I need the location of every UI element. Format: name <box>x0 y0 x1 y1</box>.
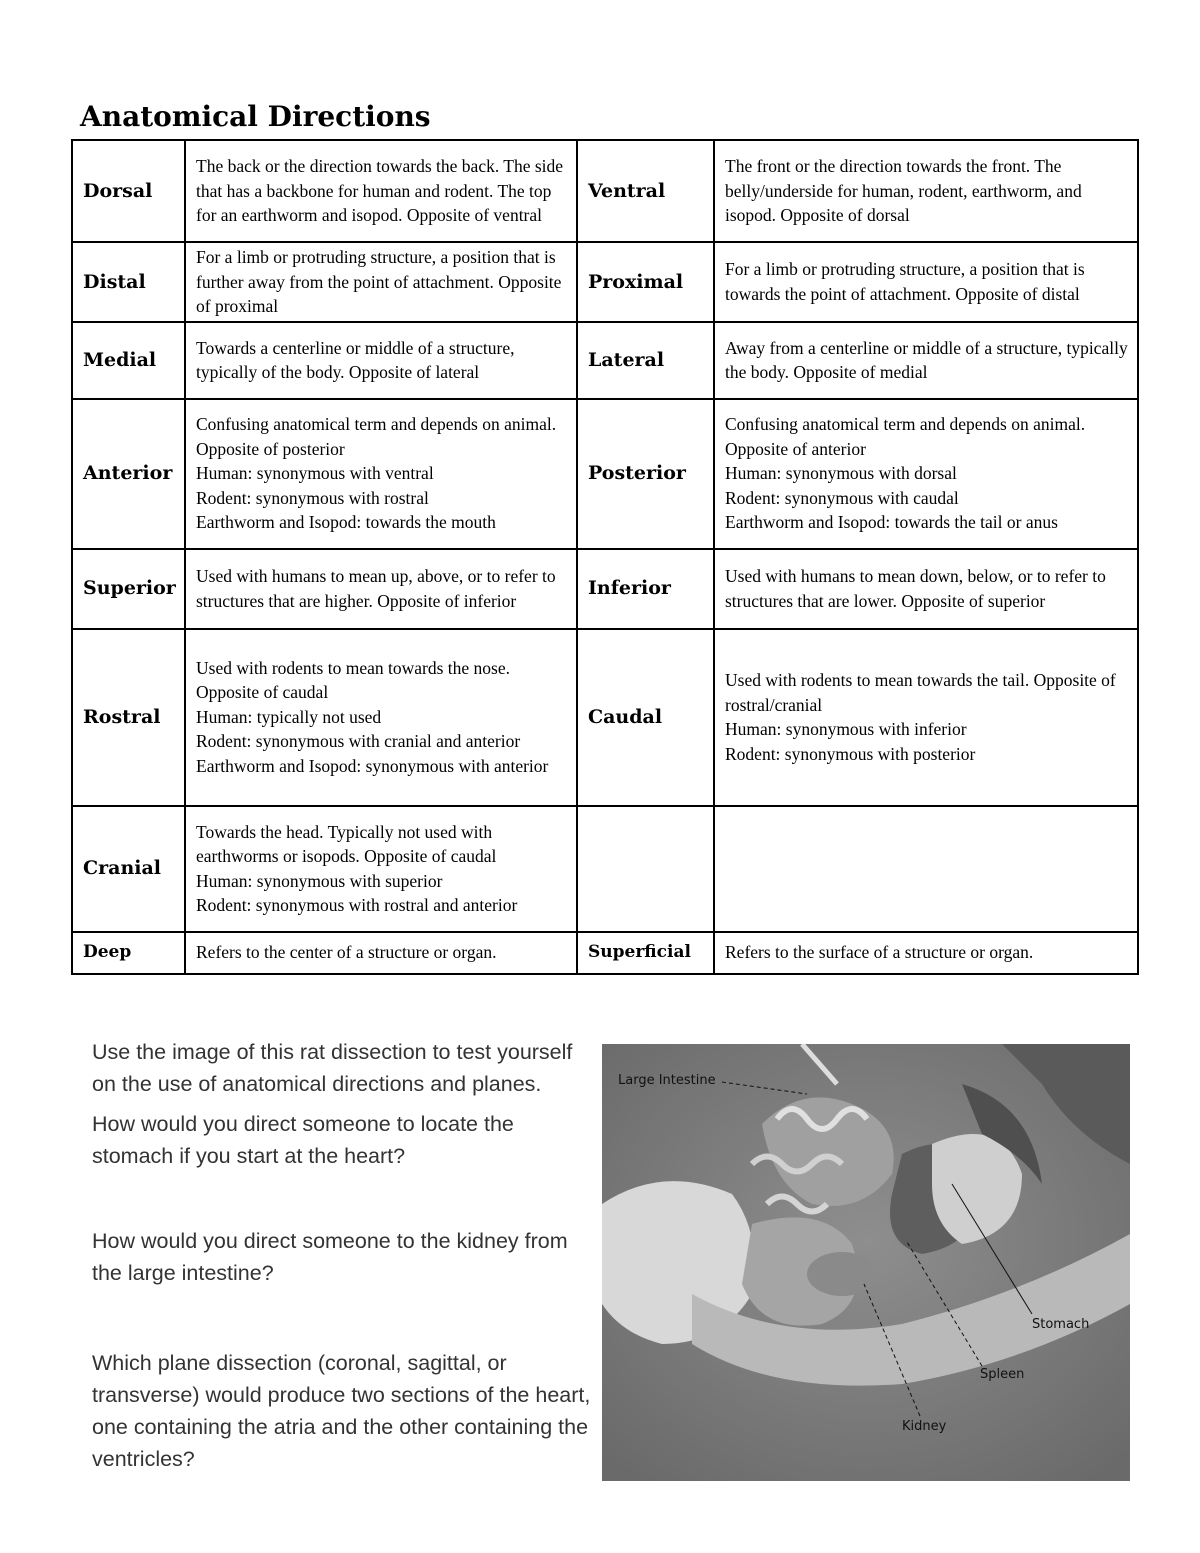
term-cell: Dorsal <box>72 140 185 242</box>
questions-intro: Use the image of this rat dissection to test yourself on the use of anatomical directions and planes. <box>92 1040 573 1096</box>
definition-line: Human: synonymous with ventral <box>196 463 434 484</box>
definition-line: Towards the head. Typically not used with earthworms or isopods. Opposite of caudal <box>196 821 497 866</box>
definition-line: Rodent: synonymous with caudal <box>725 487 959 508</box>
definition-line: For a limb or protruding structure, a position that is towards the point of attachment. Opposite of distal <box>725 259 1085 304</box>
term-cell: Cranial <box>72 806 185 932</box>
term-cell: Superficial <box>577 932 714 974</box>
definition-cell <box>714 932 1138 974</box>
definition-cell <box>714 549 1138 629</box>
definition-line: Earthworm and Isopod: towards the mouth <box>196 512 496 533</box>
rat-dissection-image <box>602 1044 1130 1481</box>
anatomical-directions-table <box>71 139 1139 975</box>
definition-line: Earthworm and Isopod: synonymous with anterior <box>196 755 549 776</box>
term-cell: Ventral <box>577 140 714 242</box>
definition-line: Human: synonymous with inferior <box>725 719 967 739</box>
definition-cell <box>185 140 577 242</box>
label-stomach: Stomach <box>1032 1317 1090 1332</box>
term-cell: Anterior <box>72 399 185 549</box>
table-row <box>72 399 1138 549</box>
label-kidney: Kidney <box>902 1419 947 1434</box>
term-cell: Posterior <box>577 399 714 549</box>
term-cell: Lateral <box>577 322 714 399</box>
definition-line: Human: synonymous with superior <box>196 870 443 891</box>
definition-line: Used with humans to mean up, above, or to refer to structures that are higher. Opposite of inferior <box>196 566 556 611</box>
definition-line: Used with humans to mean down, below, or to refer to structures that are lower. Opposite of superior <box>725 566 1106 611</box>
definition-line: Rodent: synonymous with cranial and anterior <box>196 731 521 752</box>
table-row <box>72 322 1138 399</box>
question-plane: Which plane dissection (coronal, sagittal, or transverse) would produce two sections of the heart, one containing the atria and the other containing the ventricles? <box>92 1351 591 1471</box>
term-cell <box>577 806 714 932</box>
definition-line: Rodent: synonymous with posterior <box>725 743 976 764</box>
term-cell: Rostral <box>72 629 185 806</box>
label-spleen: Spleen <box>980 1367 1025 1382</box>
definition-line: Rodent: synonymous with rostral and anterior <box>196 895 518 915</box>
table-row <box>72 549 1138 629</box>
definition-cell <box>714 140 1138 242</box>
table-row <box>72 242 1138 322</box>
label-large-intestine: Large Intestine <box>618 1073 716 1088</box>
page-title: Anatomical Directions <box>80 100 431 133</box>
definition-cell <box>714 322 1138 399</box>
definition-line: Used with rodents to mean towards the nose. Opposite of caudal <box>196 657 510 703</box>
term-cell: Inferior <box>577 549 714 629</box>
question-stomach: How would you direct someone to locate the stomach if you start at the heart? <box>92 1112 514 1168</box>
table-row <box>72 932 1138 974</box>
definition-cell <box>185 549 577 629</box>
definition-cell <box>714 806 1138 932</box>
kidney-organ <box>807 1252 877 1296</box>
table-row <box>72 806 1138 932</box>
definition-line: For a limb or protruding structure, a position that is further away from the point of attachment. Opposite of proximal <box>196 247 562 316</box>
definition-line: Rodent: synonymous with rostral <box>196 487 429 508</box>
term-cell: Distal <box>72 242 185 322</box>
table-row <box>72 140 1138 242</box>
definition-line: The back or the direction towards the back. The side that has a backbone for human and rodent. The top for an earthworm and isopod. Opposite of ventral <box>196 156 564 226</box>
definition-line: Confusing anatomical term and depends on animal. Opposite of posterior <box>196 414 557 459</box>
definition-line: Human: typically not used <box>196 706 382 727</box>
definition-line: Away from a centerline or middle of a structure, typically the body. Opposite of medial <box>725 337 1128 382</box>
definition-cell <box>714 629 1138 806</box>
term-cell: Superior <box>72 549 185 629</box>
definition-line: The front or the direction towards the front. The belly/underside for human, rodent, earthworm, and isopod. Opposite of dorsal <box>725 156 1082 226</box>
questions-section <box>92 1036 592 1475</box>
definition-line: Refers to the surface of a structure or organ. <box>725 942 1034 963</box>
definition-cell <box>185 399 577 549</box>
term-cell: Caudal <box>577 629 714 806</box>
term-cell: Medial <box>72 322 185 399</box>
question-kidney: How would you direct someone to the kidney from the large intestine? <box>92 1229 568 1285</box>
definition-cell <box>185 932 577 974</box>
definition-line: Used with rodents to mean towards the tail. Opposite of rostral/cranial <box>725 670 1116 715</box>
definition-line: Confusing anatomical term and depends on animal. Opposite of anterior <box>725 414 1086 459</box>
definition-cell <box>714 399 1138 549</box>
term-cell: Proximal <box>577 242 714 322</box>
definition-line: Earthworm and Isopod: towards the tail or anus <box>725 512 1058 533</box>
definition-cell <box>185 322 577 399</box>
definition-cell <box>185 806 577 932</box>
definition-line: Human: synonymous with dorsal <box>725 463 957 484</box>
definition-line: Refers to the center of a structure or organ. <box>196 942 497 963</box>
definition-cell <box>185 629 577 806</box>
definition-cell <box>185 242 577 322</box>
table-row <box>72 629 1138 806</box>
definition-cell <box>714 242 1138 322</box>
term-cell: Deep <box>72 932 185 974</box>
definition-line: Towards a centerline or middle of a structure, typically of the body. Opposite of lateral <box>196 337 515 382</box>
